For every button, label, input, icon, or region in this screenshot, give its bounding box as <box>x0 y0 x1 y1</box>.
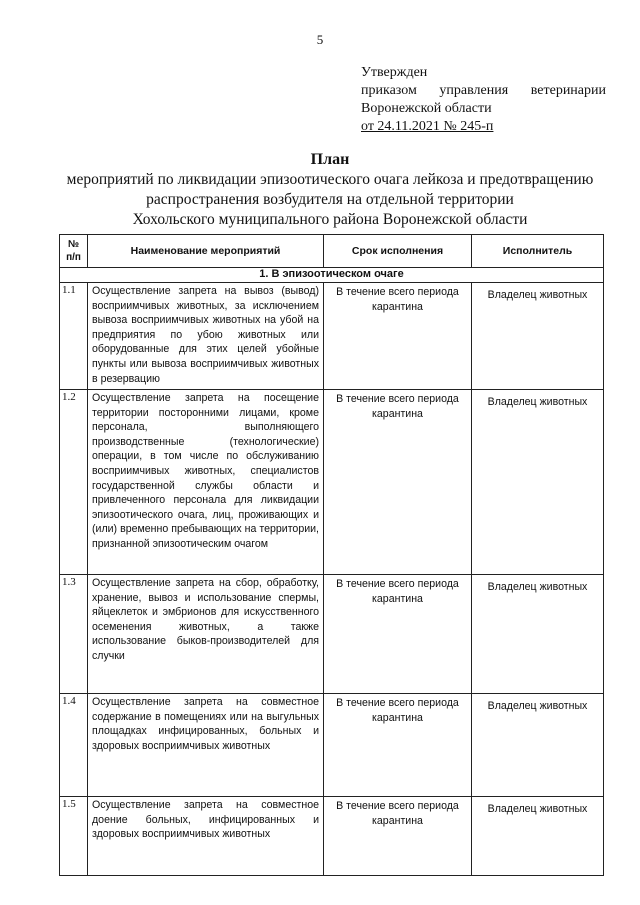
title-line-2: распространения возбудителя на отдельной территории <box>146 191 514 208</box>
approval-line-3: Воронежской области <box>361 101 492 116</box>
row-name: Осуществление запрета на вывоз (вывод) восприимчивых животных, за исключением вывоза восприимчивых животных на убой на предприятия по убою животных или оборудованные для этих целей убойные пункты или вывоза восприимчивых животных в резервацию <box>88 283 324 390</box>
row-num: 1.2 <box>60 390 88 575</box>
table-row <box>60 390 604 575</box>
table-row <box>60 575 604 694</box>
row-num: 1.5 <box>60 797 88 876</box>
document-title <box>40 150 620 230</box>
row-term: В течение всего периода карантина <box>324 283 472 390</box>
header-term: Срок исполнения <box>324 235 472 268</box>
title-line-1: мероприятий по ликвидации эпизоотического очага лейкоза и предотвращению <box>66 171 594 188</box>
row-executor: Владелец животных <box>472 283 604 390</box>
table-row <box>60 283 604 390</box>
row-executor: Владелец животных <box>472 575 604 694</box>
row-num: 1.4 <box>60 694 88 797</box>
row-num: 1.1 <box>60 283 88 390</box>
header-executor: Исполнитель <box>472 235 604 268</box>
row-term: В течение всего периода карантина <box>324 694 472 797</box>
row-num: 1.3 <box>60 575 88 694</box>
section-title: 1. В эпизоотическом очаге <box>60 268 604 283</box>
plan-heading: План <box>310 151 350 168</box>
row-name: Осуществление запрета на сбор, обработку, хранение, вывоз и использование спермы, яйцеклеток и эмбрионов для искусственного осеменения животных, а также использование быков-производителей для случки <box>88 575 324 694</box>
table-header-row <box>60 235 604 268</box>
row-executor: Владелец животных <box>472 694 604 797</box>
row-name: Осуществление запрета на совместное содержание в помещениях или на выгульных площадках инфицированных, больных и здоровых восприимчивых животных <box>88 694 324 797</box>
header-num: № п/п <box>60 235 88 268</box>
approval-date-number: от 24.11.2021 № 245-п <box>361 119 494 134</box>
row-name: Осуществление запрета на посещение территории посторонними лицами, кроме персонала, выполняющего производственные (технологические) операции, в том числе по обслуживанию восприимчивых животных, специалистов государственной службы области и привлеченного персонала для ликвидации эпизоотического очага, лиц, проживающих и (или) временно пребывающих на территории, признанной эпизоотическим очагом <box>88 390 324 575</box>
header-name: Наименование мероприятий <box>88 235 324 268</box>
measures-table <box>59 234 604 876</box>
table-row <box>60 694 604 797</box>
row-term: В течение всего периода карантина <box>324 575 472 694</box>
section-row <box>60 268 604 283</box>
row-executor: Владелец животных <box>472 390 604 575</box>
approval-line-1: Утвержден <box>361 65 428 80</box>
row-executor: Владелец животных <box>472 797 604 876</box>
title-line-3: Хохольского муниципального района Воронежской области <box>132 211 528 228</box>
approval-block <box>361 64 606 136</box>
row-term: В течение всего периода карантина <box>324 390 472 575</box>
table-row <box>60 797 604 876</box>
page-number: 5 <box>316 32 324 47</box>
row-term: В течение всего периода карантина <box>324 797 472 876</box>
row-name: Осуществление запрета на совместное доение больных, инфицированных и здоровых восприимчивых животных <box>88 797 324 876</box>
approval-line-2: приказом управления ветеринарии <box>361 83 606 98</box>
